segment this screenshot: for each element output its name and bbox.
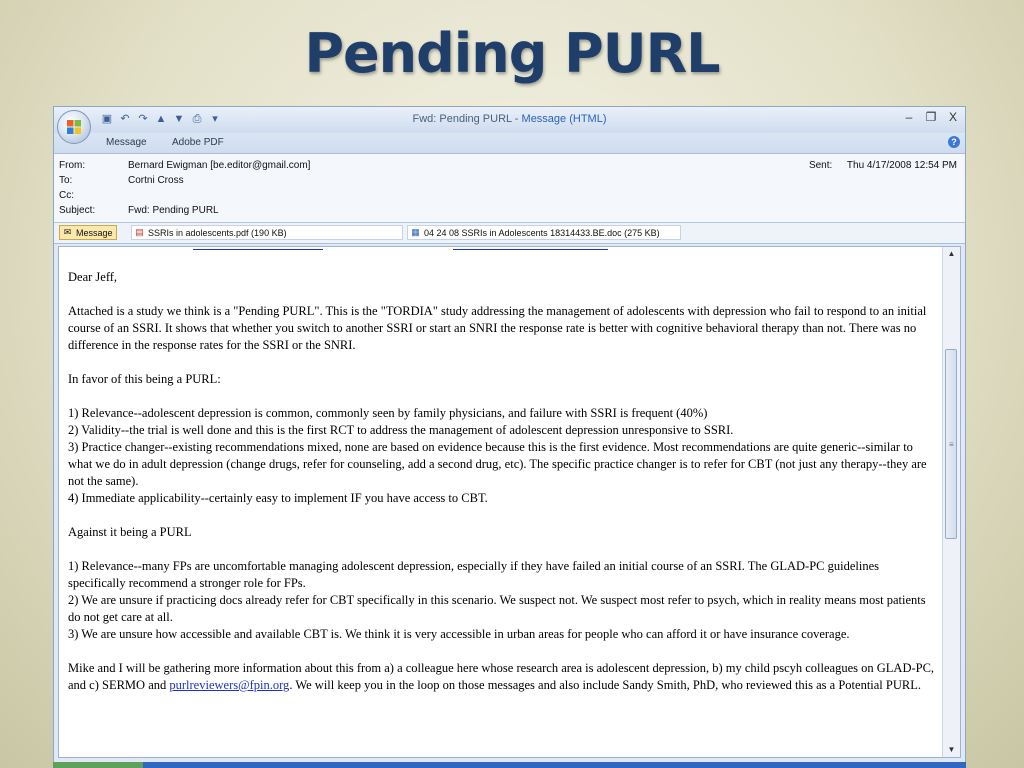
title-bar [54, 107, 965, 133]
sent-value: Thu 4/17/2008 12:54 PM [846, 160, 957, 171]
outlook-message-window [53, 106, 966, 768]
list-item: 1) Relevance--many FPs are uncomfortable managing adolescent depression, especially if they have failed an initial course of an SSRI. The GLAD-PC guidelines specifically recommend a stronger role for FPs. [68, 559, 879, 590]
subject-label: Subject: [59, 205, 96, 216]
favor-heading: In favor of this being a PURL: [68, 372, 221, 386]
office-button[interactable] [57, 110, 91, 144]
sent-label: Sent: [808, 160, 833, 171]
scroll-down-arrow-icon[interactable]: ▼ [947, 745, 956, 754]
clipped-link-fragment [193, 249, 323, 250]
list-item: 3) We are unsure how accessible and available CBT is. We think it is very accessible in urban areas for people who can afford it or have insurance coverage. [68, 627, 850, 641]
against-list [68, 558, 938, 643]
word-doc-icon: ▦ [411, 227, 420, 237]
help-icon[interactable]: ? [948, 136, 960, 148]
grip-icon: ≡ [949, 440, 954, 449]
next-item-icon[interactable]: ▼ [173, 113, 185, 125]
customize-toolbar-icon[interactable]: ▾ [212, 113, 218, 125]
vertical-scrollbar[interactable] [942, 247, 960, 757]
intro-paragraph: Attached is a study we think is a "Pending PURL". This is the "TORDIA" study addressing the management of adolescents with depression who fail to respond to an initial course of an SSRI. It shows that whether you switch to another SSRI or start an SNRI the response rate is better with cognitive behavioral therapy than not. There was no difference in the response rates for the SSRI or the SNRI. [68, 304, 927, 352]
attachment-message[interactable]: ✉ Message [59, 225, 117, 240]
from-value[interactable]: Bernard Ewigman [be.editor@gmail.com] [128, 160, 311, 171]
close-button[interactable]: X [948, 110, 957, 124]
list-item: 2) We are unsure if practicing docs already refer for CBT specifically in this scenario. We suspect not. We suspect most refer to psych, which in reality means most patients do not get care at all. [68, 593, 926, 624]
subject-value: Fwd: Pending PURL [128, 205, 219, 216]
attachment-bar [54, 223, 965, 244]
favor-list [68, 405, 938, 507]
scroll-up-arrow-icon[interactable]: ▲ [947, 249, 956, 258]
list-item: 3) Practice changer--existing recommendations mixed, none are based on evidence because this is the first evidence. Most recommendations are quite generic--similar to what we do in adult depression (change drugs, refer for counseling, add a second drug, etc). The specific practice changer is to refer for CBT (not just any therapy--they are not the same). [68, 440, 927, 488]
list-item: 1) Relevance--adolescent depression is common, commonly seen by family physicians, and failure with SSRI is frequent (40%) [68, 406, 708, 420]
office-logo-icon [66, 119, 82, 135]
undo-icon[interactable]: ↶ [120, 113, 130, 125]
redo-icon[interactable]: ↷ [138, 113, 148, 125]
sent-info [809, 160, 957, 171]
window-controls [903, 110, 959, 124]
purlreviewers-email-link[interactable]: purlreviewers@fpin.org [169, 678, 290, 692]
pdf-icon: ▤ [135, 227, 144, 237]
closing-paragraph: Mike and I will be gathering more information about this from a) a colleague here whose research area is adolescent depression, b) my child pscyh colleagues on GLAD-PC, and c) SERMO and purlreviewers@fpin.org. We will keep you in the loop on those messages and also include Sandy Smith, PhD, who reviewed this as a Potential PURL. [68, 661, 935, 692]
message-body[interactable] [58, 246, 961, 758]
minimize-button[interactable]: – [905, 110, 913, 124]
tab-message[interactable]: Message [106, 137, 147, 148]
attachment-pdf[interactable]: ▤ SSRIs in adolescents.pdf (190 KB) [131, 225, 403, 240]
list-item: 2) Validity--the trial is well done and this is the first RCT to address the management of adolescent depression unresponsive to SSRI. [68, 423, 734, 437]
to-label: To: [59, 175, 73, 186]
attachment-doc[interactable]: ▦ 04 24 08 SSRIs in Adolescents 18314433.BE.doc (275 KB) [407, 225, 681, 240]
window-title: Fwd: Pending PURL - Message (HTML) [412, 113, 607, 125]
ribbon-tab-bar [54, 133, 965, 154]
clipped-top-line [68, 246, 938, 252]
greeting: Dear Jeff, [68, 270, 118, 284]
slide-title: Pending PURL [304, 22, 720, 85]
from-label: From: [59, 160, 86, 171]
message-content [68, 246, 938, 711]
against-heading: Against it being a PURL [68, 525, 192, 539]
taskbar-strip [53, 762, 966, 768]
tab-adobe-pdf[interactable]: Adobe PDF [172, 137, 224, 148]
list-item: 4) Immediate applicability--certainly easy to implement IF you have access to CBT. [68, 491, 488, 505]
restore-button[interactable]: ❐ [925, 110, 937, 124]
to-value[interactable]: Cortni Cross [128, 175, 184, 186]
message-header [54, 154, 965, 223]
clipped-link-fragment [453, 249, 608, 250]
scrollbar-thumb[interactable] [945, 349, 957, 539]
save-icon[interactable]: ▣ [101, 113, 113, 125]
envelope-icon: ✉ [63, 227, 72, 237]
previous-item-icon[interactable]: ▲ [155, 113, 167, 125]
print-icon[interactable]: ⎙ [192, 113, 202, 125]
cc-label: Cc: [59, 190, 74, 201]
